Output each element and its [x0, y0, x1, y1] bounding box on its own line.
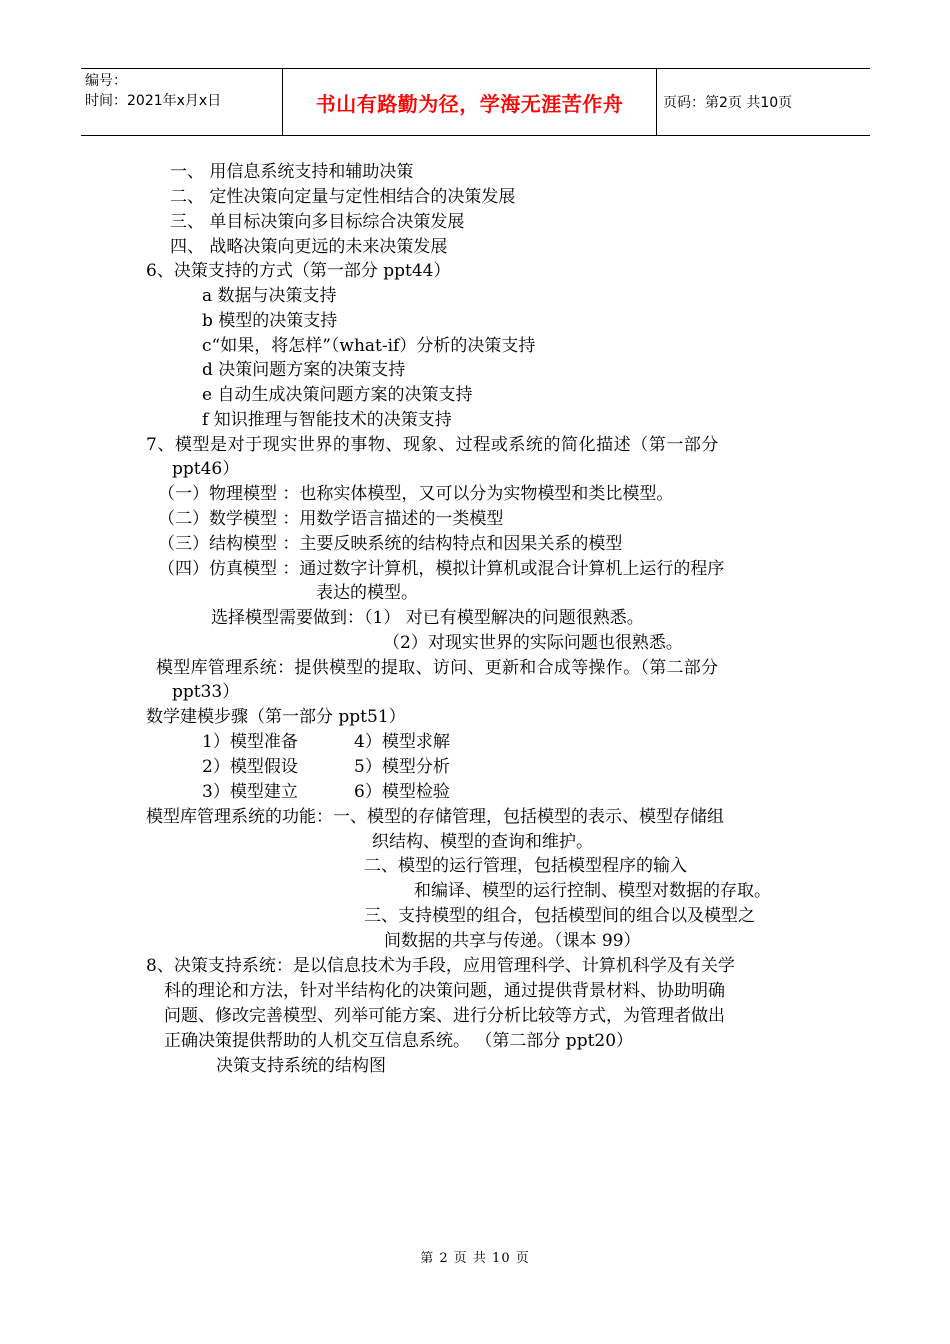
- text-line: b 模型的决策支持: [202, 311, 338, 331]
- text-line: d 决策问题方案的决策支持: [202, 360, 406, 380]
- text-line: ppt46）: [172, 459, 240, 479]
- step-item: 5）模型分析: [354, 757, 450, 777]
- text-line: 四、 战略决策向更远的未来决策发展: [170, 237, 448, 257]
- text-line: 问题、修改完善模型、列举可能方案、进行分析比较等方式，为管理者做出: [164, 1006, 725, 1026]
- text-line: 决策支持系统的结构图: [216, 1056, 386, 1076]
- step-item: 2）模型假设: [202, 757, 298, 777]
- text-line: 二、模型的运行管理，包括模型程序的输入: [364, 856, 687, 876]
- step-item: 1）模型准备: [202, 732, 298, 752]
- time-label: 时间：2021年x月x日: [85, 93, 222, 109]
- section-heading: 6、决策支持的方式（第一部分 ppt44）: [146, 261, 451, 281]
- step-item: 4）模型求解: [354, 732, 450, 752]
- text-line: c“如果，将怎样”（what-if）分析的决策支持: [202, 336, 536, 356]
- text-line: 三、支持模型的组合，包括模型间的组合以及模型之: [364, 906, 755, 926]
- page-footer: 第 2 页 共 10 页: [420, 1251, 530, 1266]
- text-line: 二、 定性决策向定量与定性相结合的决策发展: [170, 187, 516, 207]
- text-line: （三）结构模型 ：主要反映系统的结构特点和因果关系的模型: [158, 534, 623, 554]
- text-line: 模型库管理系统：提供模型的提取、访问、更新和合成等操作。（第二部分: [156, 658, 719, 678]
- section-heading: 数学建模步骤（第一部分 ppt51）: [146, 707, 406, 727]
- header-meta: [81, 69, 283, 135]
- text-line: ppt33）: [172, 682, 240, 702]
- number-label: 编号：: [85, 73, 127, 89]
- text-line: 选择模型需要做到：（1） 对已有模型解决的问题很熟悉。: [211, 608, 644, 628]
- header-motto: [283, 69, 657, 135]
- step-item: 6）模型检验: [354, 782, 450, 802]
- text-line: （二）数学模型 ：用数学语言描述的一类模型: [158, 509, 504, 529]
- motto-text: 书山有路勤为径，学海无涯苦作舟: [315, 91, 624, 116]
- text-line: 正确决策提供帮助的人机交互信息系统。 （第二部分 ppt20）: [164, 1031, 634, 1051]
- text-line: f 知识推理与智能技术的决策支持: [202, 410, 452, 430]
- text-line: e 自动生成决策问题方案的决策支持: [202, 385, 473, 405]
- header-page-info: [657, 69, 870, 135]
- page-header: [81, 68, 870, 136]
- section-heading: 7、模型是对于现实世界的事物、现象、过程或系统的简化描述（第一部分: [146, 435, 719, 455]
- section-heading: 8、决策支持系统：是以信息技术为手段，应用管理科学、计算机科学及有关学: [146, 956, 735, 976]
- step-item: 3）模型建立: [202, 782, 298, 802]
- page-info-text: 页码：第2页 共10页: [663, 95, 793, 111]
- text-line: 间数据的共享与传递。（课本 99）: [384, 931, 641, 951]
- text-line: （2）对现实世界的实际问题也很熟悉。: [383, 633, 683, 653]
- text-line: 织结构、模型的查询和维护。: [372, 832, 593, 852]
- text-line: 表达的模型。: [316, 583, 418, 603]
- text-line: 和编译、模型的运行控制、模型对数据的存取。: [414, 881, 771, 901]
- text-line: a 数据与决策支持: [202, 286, 337, 306]
- text-line: （四）仿真模型 ：通过数字计算机，模拟计算机或混合计算机上运行的程序: [158, 559, 725, 579]
- text-line: （一）物理模型 ：也称实体模型，又可以分为实物模型和类比模型。: [158, 484, 674, 504]
- text-line: 三、 单目标决策向多目标综合决策发展: [170, 212, 465, 232]
- text-line: 模型库管理系统的功能：一、模型的存储管理，包括模型的表示、模型存储组: [146, 807, 724, 827]
- text-line: 一、 用信息系统支持和辅助决策: [170, 162, 414, 182]
- text-line: 科的理论和方法，针对半结构化的决策问题，通过提供背景材料、协助明确: [164, 981, 725, 1001]
